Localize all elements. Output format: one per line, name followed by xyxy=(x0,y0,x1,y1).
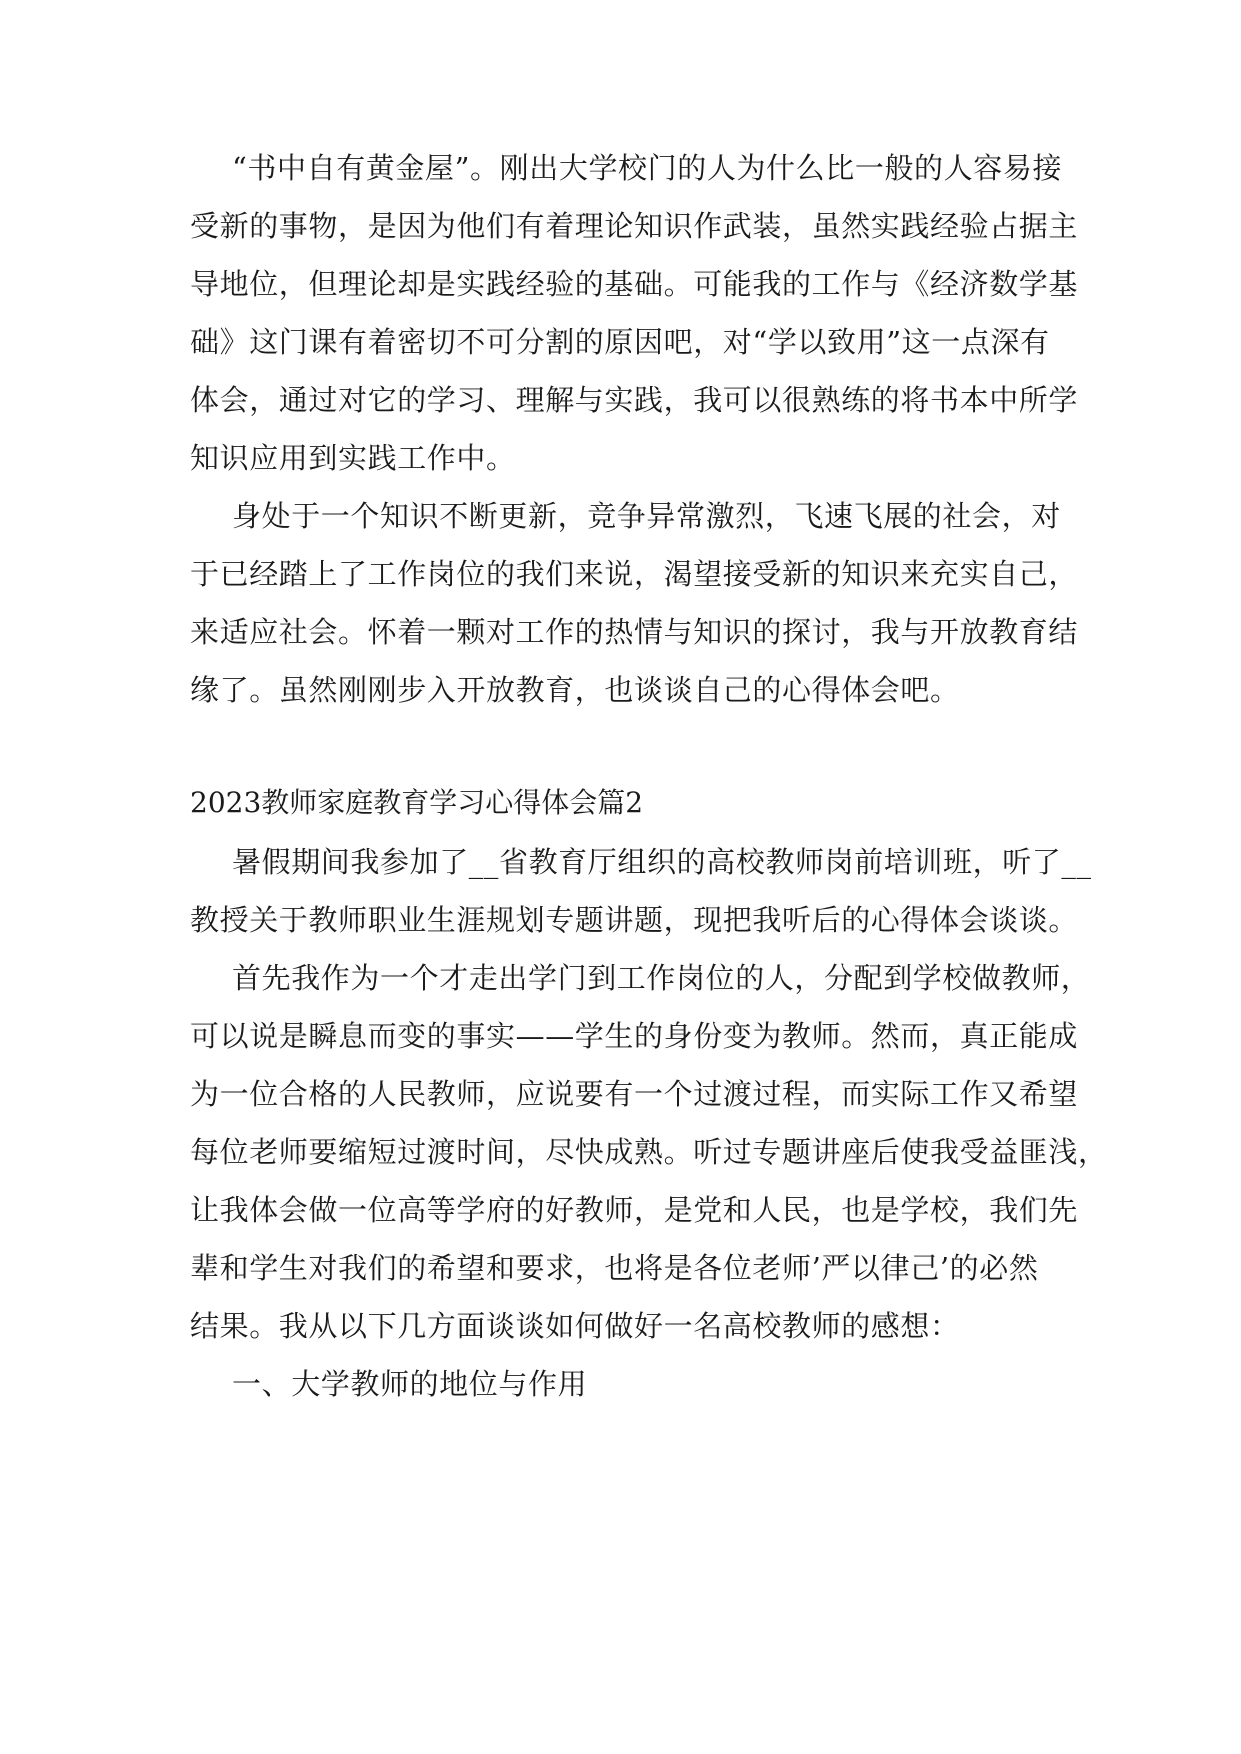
paragraph-line: 于已经踏上了工作岗位的我们来说，渴望接受新的知识来充实自己， xyxy=(190,557,1079,591)
paragraph-line: 缘了。虽然刚刚步入开放教育，也谈谈自己的心得体会吧。 xyxy=(190,673,960,707)
paragraph-line: 辈和学生对我们的希望和要求，也将是各位老师’严以律己’的必然 xyxy=(190,1251,1039,1285)
paragraph-line: 可以说是瞬息而变的事实——学生的身份变为教师。然而，真正能成 xyxy=(190,1019,1079,1053)
paragraph-line: 暑假期间我参加了__省教育厅组织的高校教师岗前培训班，听了__ xyxy=(232,845,1092,879)
paragraph-line: 知识应用到实践工作中。 xyxy=(190,441,516,475)
paragraph-line: 每位老师要缩短过渡时间，尽快成熟。听过专题讲座后使我受益匪浅， xyxy=(190,1135,1108,1169)
paragraph-line: 结果。我从以下几方面谈谈如何做好一名高校教师的感想： xyxy=(190,1309,960,1343)
paragraph-line: 身处于一个知识不断更新，竞争异常激烈，飞速飞展的社会，对 xyxy=(232,499,1061,533)
subheading: 一、大学教师的地位与作用 xyxy=(232,1367,588,1401)
paragraph-line: 受新的事物，是因为他们有着理论知识作武装，虽然实践经验占据主 xyxy=(190,209,1079,243)
paragraph-line: 让我体会做一位高等学府的好教师，是党和人民，也是学校，我们先 xyxy=(190,1193,1079,1227)
section-heading: 2023教师家庭教育学习心得体会篇2 xyxy=(190,786,644,819)
paragraph-line: 来适应社会。怀着一颗对工作的热情与知识的探讨，我与开放教育结 xyxy=(190,615,1079,649)
paragraph-line: 为一位合格的人民教师，应说要有一个过渡过程，而实际工作又希望 xyxy=(190,1077,1079,1111)
paragraph-line: 体会，通过对它的学习、理解与实践，我可以很熟练的将书本中所学 xyxy=(190,383,1079,417)
paragraph-line: “书中自有黄金屋”。刚出大学校门的人为什么比一般的人容易接 xyxy=(232,151,1063,185)
paragraph-line: 导地位，但理论却是实践经验的基础。可能我的工作与《经济数学基 xyxy=(190,267,1079,301)
paragraph-line: 首先我作为一个才走出学门到工作岗位的人，分配到学校做教师， xyxy=(232,961,1091,995)
paragraph-line: 础》这门课有着密切不可分割的原因吧，对“学以致用”这一点深有 xyxy=(190,325,1050,359)
paragraph-line: 教授关于教师职业生涯规划专题讲题，现把我听后的心得体会谈谈。 xyxy=(190,903,1079,937)
